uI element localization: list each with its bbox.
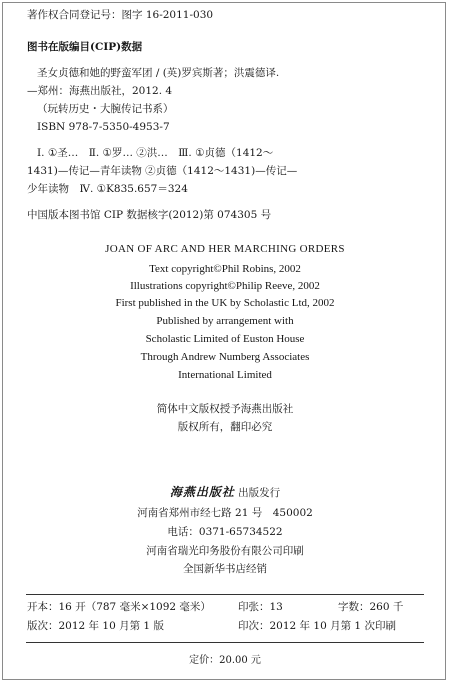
rights-grant: 简体中文版权授予海燕出版社 (156, 403, 294, 415)
format-spec: 开本：16 开（787 毫米×1092 毫米） (27, 601, 211, 613)
price: 定价：20.00 元 (189, 655, 261, 666)
cip-subject-line: 1431)—传记—青年读物 ②贞德（1412～1431)—传记— (27, 165, 298, 177)
cip-series-line: （玩转历史・大腕传记书系） (37, 103, 174, 115)
cip-publisher-line: —郑州：海燕出版社，2012. 4 (27, 85, 173, 97)
cip-subject-line: Ⅰ. ①圣… Ⅱ. ①罗… ②洪… Ⅲ. ①贞德（1412～ (37, 147, 274, 159)
sheets-spec: 印张：13 (238, 601, 283, 613)
divider-top (26, 594, 424, 595)
edition-spec: 版次：2012 年 10 月第 1 版 (27, 620, 164, 632)
publisher-phone: 电话：0371-65734522 (167, 526, 283, 538)
printing-spec: 印次：2012 年 10 月第 1 次印刷 (238, 620, 396, 632)
cip-title-line: 圣女贞德和她的野蛮军团 / (英)罗宾斯著；洪震德译. (37, 67, 280, 79)
publisher-logo: 海燕出版社 (169, 485, 235, 499)
first-published: First published in the UK by Scholastic Ltd, 2002 (115, 297, 335, 309)
publisher-imprint (0, 485, 450, 500)
arrangement-line: Published by arrangement with (156, 315, 294, 327)
arrangement-line: International Limited (178, 369, 272, 381)
cip-heading: 图书在版编目(CIP)数据 (27, 41, 143, 53)
divider-bottom (26, 642, 424, 643)
arrangement-line: Through Andrew Numberg Associates (140, 351, 310, 363)
registration-number: 著作权合同登记号：图字 16-2011-030 (27, 9, 214, 21)
english-title: JOAN OF ARC AND HER MARCHING ORDERS (105, 243, 345, 255)
cip-approval-number: 中国版本图书馆 CIP 数据核字(2012)第 074305 号 (27, 209, 272, 221)
cip-subject-line: 少年读物 Ⅳ. ①K835.657＝324 (27, 183, 188, 195)
illustrations-copyright: Illustrations copyright©Philip Reeve, 2002 (130, 280, 320, 292)
cip-isbn-line: ISBN 978-7-5350-4953-7 (37, 121, 170, 133)
rights-reserved: 版权所有，翻印必究 (177, 421, 273, 433)
arrangement-line: Scholastic Limited of Euston House (145, 333, 305, 345)
issue-label: 出版发行 (238, 487, 281, 499)
words-spec: 字数：260 千 (338, 601, 404, 613)
text-copyright: Text copyright©Phil Robins, 2002 (149, 263, 301, 275)
printer-line: 河南省瑞光印务股份有限公司印刷 (146, 545, 304, 557)
publisher-address: 河南省郑州市经七路 21 号 450002 (137, 507, 313, 519)
distributor-line: 全国新华书店经销 (183, 563, 267, 575)
